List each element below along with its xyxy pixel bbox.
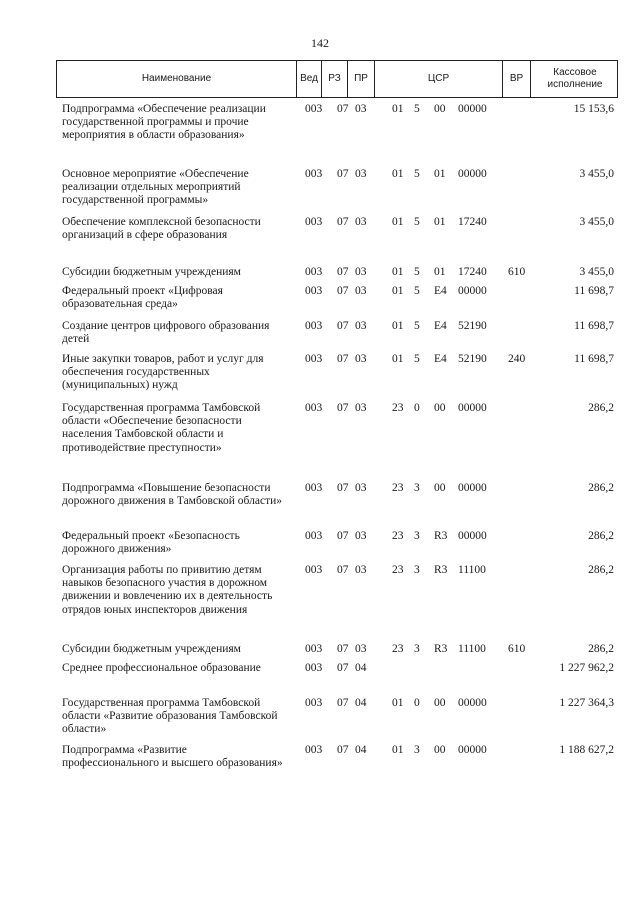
table-header: [56, 60, 618, 98]
row-name: Организация работы по привитию детям навыков безопасного участия в дорожном движении и вовлечению их в деятельность отрядов юных инспекторов движения: [62, 564, 273, 616]
row-csr-3: E4: [434, 285, 447, 297]
row-csr-3: 00: [434, 697, 446, 709]
row-amount: 1 188 627,2: [559, 744, 614, 756]
row-amount: 286,2: [588, 564, 614, 576]
row-rz: 07: [337, 216, 349, 228]
row-rz: 07: [337, 266, 349, 278]
row-csr-2: 3: [414, 744, 420, 756]
row-pr: 03: [355, 564, 367, 576]
row-ved: 003: [305, 266, 323, 278]
row-ved: 003: [305, 285, 323, 297]
row-csr-2: 5: [414, 103, 420, 115]
row-csr-1: 23: [392, 564, 404, 576]
row-amount: 3 455,0: [579, 216, 614, 228]
row-name: Субсидии бюджетным учреждениям: [62, 643, 241, 655]
row-name: Субсидии бюджетным учреждениям: [62, 266, 241, 278]
row-name: Иные закупки товаров, работ и услуг для обеспечения государственных (муниципальных) нужд: [62, 353, 264, 392]
row-name: Основное мероприятие «Обеспечение реализации отдельных мероприятий государственной программы»: [62, 168, 249, 207]
row-ved: 003: [305, 564, 323, 576]
row-csr-4: 17240: [458, 216, 487, 228]
row-csr-2: 5: [414, 168, 420, 180]
row-csr-4: 00000: [458, 285, 487, 297]
row-name: Федеральный проект «Безопасность дорожного движения»: [62, 530, 240, 556]
row-amount: 286,2: [588, 530, 614, 542]
row-name: Подпрограмма «Развитие профессионального и высшего образования»: [62, 744, 283, 770]
row-csr-2: 3: [414, 482, 420, 494]
row-csr-2: 5: [414, 320, 420, 332]
row-rz: 07: [337, 402, 349, 414]
row-rz: 07: [337, 530, 349, 542]
row-csr-4: 11100: [458, 643, 486, 655]
row-pr: 03: [355, 285, 367, 297]
row-amount: 1 227 962,2: [559, 662, 614, 674]
row-csr-4: 11100: [458, 564, 486, 576]
row-pr: 04: [355, 662, 367, 674]
row-ved: 003: [305, 530, 323, 542]
row-ved: 003: [305, 103, 323, 115]
row-vr: 240: [508, 353, 526, 365]
row-pr: 03: [355, 482, 367, 494]
row-csr-2: 3: [414, 643, 420, 655]
row-csr-2: 0: [414, 697, 420, 709]
row-amount: 15 153,6: [573, 103, 614, 115]
row-ved: 003: [305, 168, 323, 180]
row-csr-4: 00000: [458, 103, 487, 115]
row-csr-1: 01: [392, 216, 404, 228]
row-csr-3: E4: [434, 353, 447, 365]
row-rz: 07: [337, 320, 349, 332]
row-csr-1: 01: [392, 744, 404, 756]
row-csr-1: 01: [392, 266, 404, 278]
row-csr-3: 01: [434, 216, 446, 228]
row-csr-3: 01: [434, 168, 446, 180]
row-amount: 3 455,0: [579, 266, 614, 278]
row-ved: 003: [305, 697, 323, 709]
row-pr: 03: [355, 530, 367, 542]
row-ved: 003: [305, 662, 323, 674]
row-csr-1: 23: [392, 643, 404, 655]
row-pr: 03: [355, 216, 367, 228]
row-csr-3: 01: [434, 266, 446, 278]
page-number: 142: [311, 36, 329, 50]
row-pr: 04: [355, 744, 367, 756]
row-rz: 07: [337, 697, 349, 709]
row-rz: 07: [337, 643, 349, 655]
header-vr: ВР: [509, 73, 524, 84]
row-csr-1: 01: [392, 103, 404, 115]
row-ved: 003: [305, 353, 323, 365]
header-name: Наименование: [141, 73, 212, 84]
header-pr: ПР: [354, 73, 368, 84]
row-amount: 1 227 364,3: [559, 697, 614, 709]
row-csr-2: 0: [414, 402, 420, 414]
row-csr-2: 5: [414, 266, 420, 278]
row-amount: 286,2: [588, 643, 614, 655]
row-csr-4: 52190: [458, 320, 487, 332]
row-csr-1: 23: [392, 482, 404, 494]
row-csr-1: 23: [392, 402, 404, 414]
row-csr-4: 52190: [458, 353, 487, 365]
row-rz: 07: [337, 285, 349, 297]
row-csr-1: 01: [392, 285, 404, 297]
row-ved: 003: [305, 643, 323, 655]
row-amount: 11 698,7: [574, 353, 614, 365]
row-csr-1: 01: [392, 168, 404, 180]
row-rz: 07: [337, 168, 349, 180]
row-rz: 07: [337, 103, 349, 115]
row-csr-3: 00: [434, 482, 446, 494]
row-pr: 04: [355, 697, 367, 709]
row-pr: 03: [355, 643, 367, 655]
row-csr-4: 00000: [458, 697, 487, 709]
row-csr-4: 00000: [458, 402, 487, 414]
row-rz: 07: [337, 564, 349, 576]
row-name: Федеральный проект «Цифровая образовательная среда»: [62, 285, 223, 311]
row-pr: 03: [355, 168, 367, 180]
row-csr-2: 3: [414, 564, 420, 576]
row-vr: 610: [508, 643, 526, 655]
row-amount: 11 698,7: [574, 285, 614, 297]
row-amount: 286,2: [588, 402, 614, 414]
row-csr-1: 01: [392, 320, 404, 332]
row-pr: 03: [355, 103, 367, 115]
row-ved: 003: [305, 402, 323, 414]
row-pr: 03: [355, 266, 367, 278]
row-rz: 07: [337, 353, 349, 365]
row-vr: 610: [508, 266, 526, 278]
header-csr: ЦСР: [427, 73, 450, 84]
row-name: Государственная программа Тамбовской области «Развитие образования Тамбовской области»: [62, 697, 278, 736]
row-csr-4: 00000: [458, 744, 487, 756]
header-amount: Кассовое исполнение: [547, 67, 603, 90]
row-csr-2: 5: [414, 285, 420, 297]
row-csr-4: 00000: [458, 168, 487, 180]
row-rz: 07: [337, 662, 349, 674]
row-csr-3: 00: [434, 744, 446, 756]
row-csr-2: 5: [414, 216, 420, 228]
row-ved: 003: [305, 744, 323, 756]
row-csr-3: 00: [434, 402, 446, 414]
row-csr-1: 01: [392, 697, 404, 709]
header-rz: РЗ: [328, 73, 341, 84]
row-csr-3: 00: [434, 103, 446, 115]
row-csr-3: R3: [434, 530, 448, 542]
header-ved: Вед: [300, 73, 318, 84]
row-amount: 286,2: [588, 482, 614, 494]
row-name: Создание центров цифрового образования детей: [62, 320, 270, 346]
row-ved: 003: [305, 320, 323, 332]
row-ved: 003: [305, 482, 323, 494]
row-name: Подпрограмма «Обеспечение реализации государственной программы и прочие мероприятия в области образования»: [62, 103, 266, 142]
row-ved: 003: [305, 216, 323, 228]
row-name: Среднее профессиональное образование: [62, 662, 261, 674]
row-csr-1: 01: [392, 353, 404, 365]
row-pr: 03: [355, 320, 367, 332]
row-pr: 03: [355, 353, 367, 365]
row-name: Государственная программа Тамбовской области «Обеспечение безопасности населения Тамбовской области и противодействие преступности»: [62, 402, 261, 454]
row-csr-3: R3: [434, 643, 448, 655]
row-csr-3: E4: [434, 320, 447, 332]
row-pr: 03: [355, 402, 367, 414]
row-csr-1: 23: [392, 530, 404, 542]
row-rz: 07: [337, 482, 349, 494]
row-amount: 3 455,0: [579, 168, 614, 180]
row-csr-3: R3: [434, 564, 448, 576]
row-csr-4: 00000: [458, 530, 487, 542]
row-csr-4: 17240: [458, 266, 487, 278]
row-name: Подпрограмма «Повышение безопасности дорожного движения в Тамбовской области»: [62, 482, 282, 508]
row-rz: 07: [337, 744, 349, 756]
row-amount: 11 698,7: [574, 320, 614, 332]
row-csr-4: 00000: [458, 482, 487, 494]
row-name: Обеспечение комплексной безопасности организаций в сфере образования: [62, 216, 261, 242]
row-csr-2: 5: [414, 353, 420, 365]
row-csr-2: 3: [414, 530, 420, 542]
